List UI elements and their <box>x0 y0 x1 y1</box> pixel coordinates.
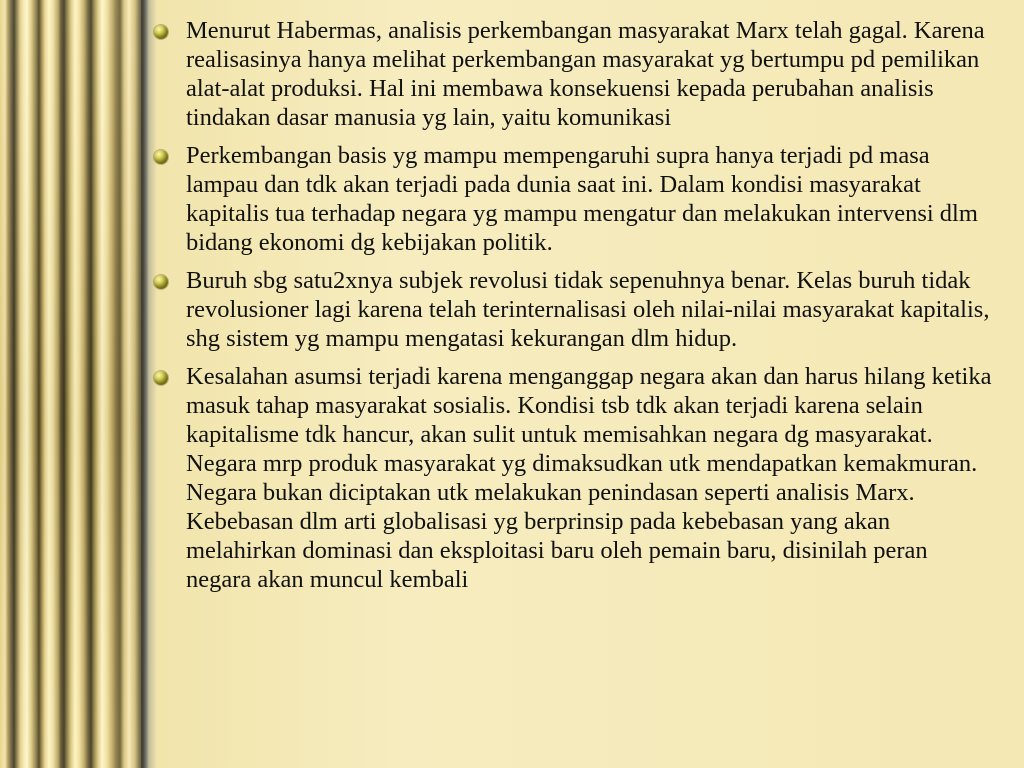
slide-content <box>150 16 996 603</box>
decorative-pillar <box>0 0 148 768</box>
bullet-list <box>150 16 996 594</box>
bullet-icon <box>154 150 168 164</box>
bullet-icon <box>154 275 168 289</box>
bullet-icon <box>154 25 168 39</box>
list-item <box>150 266 996 353</box>
bullet-text: Kesalahan asumsi terjadi karena menganggap negara akan dan harus hilang ketika masuk tahap masyarakat sosialis. Kondisi tsb tdk akan terjadi karena selain kapitalisme tdk hancur, akan sulit untuk memisahkan negara dg masyarakat. Negara mrp produk masyarakat yg dimaksudkan utk mendapatkan kemakmuran. Negara bukan diciptakan utk melakukan penindasan seperti analisis Marx. Kebebasan dlm arti globalisasi yg berprinsip pada kebebasan yang akan melahirkan dominasi dan eksploitasi baru oleh pemain baru, disinilah peran negara akan muncul kembali <box>186 363 992 593</box>
list-item <box>150 16 996 132</box>
list-item <box>150 141 996 257</box>
bullet-icon <box>154 371 168 385</box>
bullet-text: Menurut Habermas, analisis perkembangan masyarakat Marx telah gagal. Karena realisasinya hanya melihat perkembangan masyarakat yg bertumpu pd pemilikan alat-alat produksi. Hal ini membawa konsekuensi kepada perubahan analisis tindakan dasar manusia yg lain, yaitu komunikasi <box>186 17 985 131</box>
bullet-text: Perkembangan basis yg mampu mempengaruhi supra hanya terjadi pd masa lampau dan tdk akan terjadi pada dunia saat ini. Dalam kondisi masyarakat kapitalis tua terhadap negara yg mampu mengatur dan melakukan intervensi dlm bidang ekonomi dg kebijakan politik. <box>186 142 978 256</box>
list-item <box>150 362 996 594</box>
bullet-text: Buruh sbg satu2xnya subjek revolusi tidak sepenuhnya benar. Kelas buruh tidak revolusioner lagi karena telah terinternalisasi oleh nilai-nilai masyarakat kapitalis, shg sistem yg mampu mengatasi kekurangan dlm hidup. <box>186 267 990 352</box>
